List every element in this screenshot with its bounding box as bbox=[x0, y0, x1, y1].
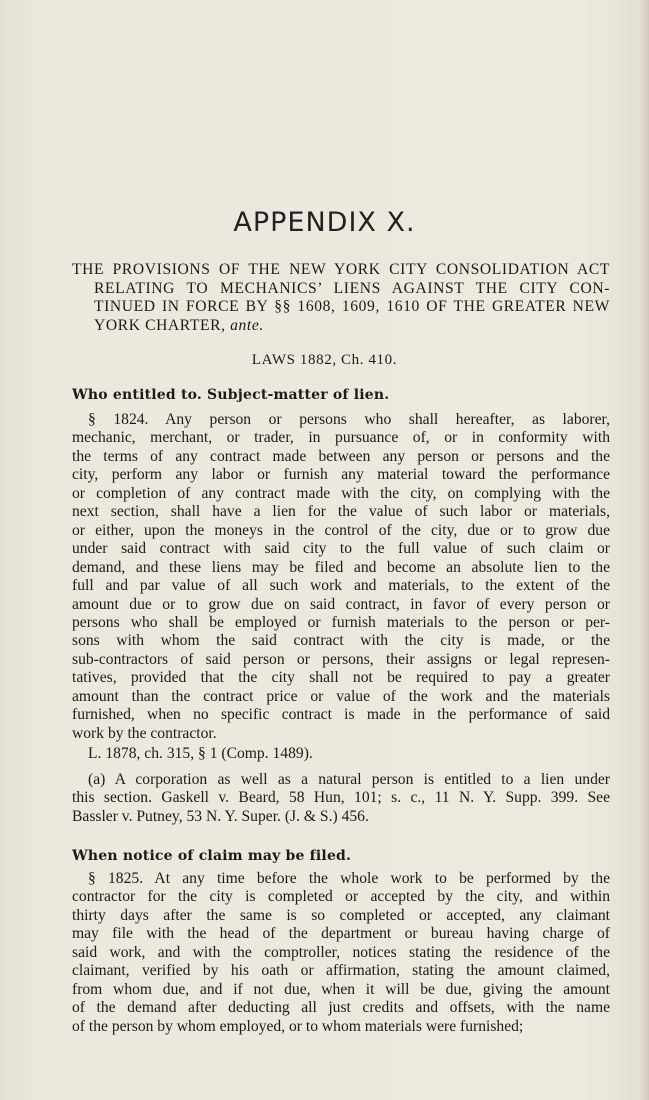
subtitle-line: TINUED IN FORCE BY §§ 1608, 1609, 1610 OF THE GREATER NEW bbox=[94, 298, 610, 316]
section-1825-title: When notice of claim may be filed. bbox=[72, 848, 352, 864]
text-line: demand, and these liens may be filed and become an absolute lien to the bbox=[72, 558, 610, 576]
text-line: amount than the contract price or value of the work and the materials bbox=[72, 687, 610, 705]
text-line: full and par value of all such work and materials, to the extent of the bbox=[72, 577, 610, 595]
text-line: said work, and with the comptroller, notices stating the residence of the bbox=[72, 943, 610, 961]
text-line: city, perform any labor or furnish any material toward the performance bbox=[72, 466, 610, 484]
italic-ante: ante. bbox=[230, 316, 264, 334]
text-line: claimant, verified by his oath or affirmation, stating the amount claimed, bbox=[72, 962, 610, 980]
text-line: of the person by whom employed, or to whom materials were furnished; bbox=[72, 1017, 524, 1035]
text-line: sons with whom the said contract with the city is made, or the bbox=[72, 632, 610, 650]
section-1824-text bbox=[72, 411, 610, 743]
section-1824-note bbox=[72, 771, 610, 826]
text-line: next section, shall have a lien for the value of such labor or materials, bbox=[72, 503, 610, 521]
text-line: this section. Gaskell v. Beard, 58 Hun, 101; s. c., 11 N. Y. Supp. 399. See bbox=[72, 789, 610, 807]
page-edge-shadow bbox=[639, 0, 649, 1100]
text-line: contractor for the city is completed or accepted by the city, and within bbox=[72, 888, 610, 906]
text-line: work by the contractor. bbox=[72, 724, 217, 742]
text-line: tatives, provided that the city shall not be required to pay a greater bbox=[72, 669, 610, 687]
text-line: the terms of any contract made between any person or persons and the bbox=[72, 447, 610, 465]
text-line: § 1825. At any time before the whole work to be performed by the bbox=[88, 870, 610, 887]
subtitle-line: THE PROVISIONS OF THE NEW YORK CITY CONSOLIDATION ACT bbox=[72, 261, 610, 278]
appendix-subtitle bbox=[72, 261, 610, 335]
laws-reference: LAWS 1882, Ch. 410. bbox=[251, 352, 398, 368]
subtitle-line: YORK CHARTER, ante. bbox=[94, 316, 264, 334]
text-line: sub-contractors of said person or persons, their assigns or legal represen- bbox=[72, 650, 610, 668]
text-line: Bassler v. Putney, 53 N. Y. Super. (J. & S.) 456. bbox=[72, 807, 369, 825]
appendix-heading: APPENDIX X. bbox=[233, 207, 416, 238]
text-line: may file with the head of the department or bureau having charge of bbox=[72, 925, 610, 943]
text-line: from whom due, and if not due, when it will be due, giving the amount bbox=[72, 980, 610, 998]
text-line: or either, upon the moneys in the control of the city, due or to grow due bbox=[72, 521, 610, 539]
section-1824-title: Who entitled to. Subject-matter of lien. bbox=[72, 387, 390, 403]
section-1825-text bbox=[72, 870, 610, 1036]
text-line: persons who shall be employed or furnish materials to the person or per- bbox=[72, 613, 610, 631]
text-line: of the demand after deducting all just credits and offsets, with the name bbox=[72, 999, 610, 1017]
text-line: mechanic, merchant, or trader, in pursuance of, or in conformity with bbox=[72, 429, 610, 447]
section-1824-citation: L. 1878, ch. 315, § 1 (Comp. 1489). bbox=[88, 745, 313, 762]
text-line: (a) A corporation as well as a natural person is entitled to a lien under bbox=[88, 771, 610, 788]
text-line: furnished, when no specific contract is made in the performance of said bbox=[72, 706, 610, 724]
text-line: § 1824. Any person or persons who shall hereafter, as laborer, bbox=[88, 411, 610, 428]
text-line: amount due or to grow due on said contract, in favor of every person or bbox=[72, 595, 610, 613]
text-line: under said contract with said city to the full value of such claim or bbox=[72, 540, 610, 558]
text-line: thirty days after the same is so completed or accepted, any claimant bbox=[72, 906, 610, 924]
subtitle-line: RELATING TO MECHANICS’ LIENS AGAINST THE CITY CON- bbox=[94, 279, 610, 297]
text-line: or completion of any contract made with the city, on complying with the bbox=[72, 484, 610, 502]
